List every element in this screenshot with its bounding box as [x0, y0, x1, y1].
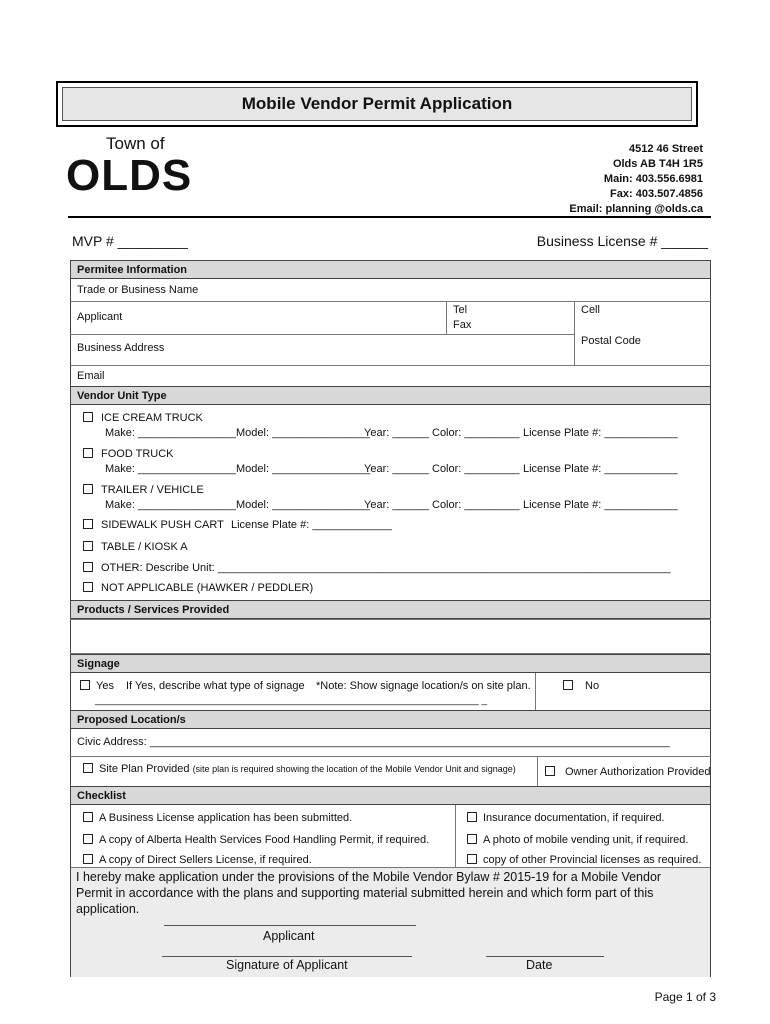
ice-cream-option[interactable]	[83, 412, 203, 424]
checkbox-icon[interactable]	[545, 766, 555, 776]
signage-description-field[interactable]: _____________________________________________________________________ _	[95, 695, 488, 706]
divider	[70, 756, 711, 757]
signage-no-label: No	[585, 680, 600, 692]
business-address-field[interactable]: Business Address	[77, 342, 165, 354]
address-fax: Fax: 403.507.4856	[610, 188, 703, 200]
sidewalk-plate[interactable]: License Plate #: _____________	[231, 519, 392, 531]
divider	[537, 756, 538, 786]
checklist-label: Insurance documentation, if required.	[483, 812, 665, 824]
signage-yes-option[interactable]	[80, 680, 114, 692]
trade-name-field[interactable]: Trade or Business Name	[77, 284, 199, 296]
postal-code-field[interactable]: Postal Code	[581, 335, 641, 347]
ice-cream-make[interactable]: Make: ________________	[105, 427, 236, 439]
ice-cream-color[interactable]: Color: _________	[432, 427, 520, 439]
sidewalk-cart-option[interactable]	[83, 519, 224, 531]
checkbox-icon[interactable]	[83, 484, 93, 494]
food-truck-label: FOOD TRUCK	[101, 448, 174, 460]
trailer-plate[interactable]: License Plate #: ____________	[523, 499, 678, 511]
other-option[interactable]	[83, 562, 670, 574]
site-plan-note: (site plan is required showing the location of the Mobile Vendor Unit and signage)	[192, 764, 516, 774]
owner-authorization-option[interactable]	[545, 766, 711, 778]
not-applicable-option[interactable]	[83, 582, 313, 594]
section-checklist: Checklist	[70, 786, 711, 805]
other-label: OTHER: Describe Unit: __________________________________________________________________________	[101, 562, 671, 574]
food-truck-model[interactable]: Model: ________________	[236, 463, 370, 475]
signage-note: *Note: Show signage location/s on site plan.	[316, 680, 531, 692]
owner-authorization-label: Owner Authorization Provided	[565, 766, 711, 778]
business-license-field[interactable]: Business License # ______	[536, 233, 708, 249]
signature-caption: Signature of Applicant	[226, 958, 348, 972]
checkbox-icon[interactable]	[467, 834, 477, 844]
address-city: Olds AB T4H 1R5	[612, 158, 703, 170]
civic-address-field[interactable]: Civic Address: _____________________________________________________________________________________	[77, 736, 670, 748]
checklist-label: A copy of Alberta Health Services Food Handling Permit, if required.	[99, 834, 430, 846]
products-input[interactable]	[71, 620, 710, 653]
section-vendor-unit: Vendor Unit Type	[70, 386, 711, 405]
address-main-phone: Main: 403.556.6981	[603, 173, 703, 185]
checkbox-icon[interactable]	[83, 582, 93, 592]
checkbox-icon[interactable]	[83, 448, 93, 458]
applicant-caption: Applicant	[263, 929, 315, 943]
cell-field[interactable]: Cell	[581, 304, 600, 316]
section-products: Products / Services Provided	[70, 600, 711, 619]
checklist-label: A Business License application has been submitted.	[99, 812, 353, 824]
mvp-number-field[interactable]: MVP # _________	[72, 233, 188, 249]
divider	[70, 365, 711, 366]
ice-cream-label: ICE CREAM TRUCK	[101, 412, 203, 424]
site-plan-label: Site Plan Provided	[99, 763, 190, 775]
table-kiosk-label: TABLE / KIOSK A	[101, 541, 188, 553]
checkbox-icon[interactable]	[83, 541, 93, 551]
checkbox-icon[interactable]	[467, 812, 477, 822]
checklist-health-permit[interactable]	[83, 834, 429, 846]
checklist-direct-sellers[interactable]	[83, 854, 312, 866]
signage-no-option[interactable]	[563, 680, 599, 692]
divider	[70, 334, 574, 335]
checklist-photo[interactable]	[467, 834, 688, 846]
checklist-label: copy of other Provincial licenses as required.	[483, 854, 702, 866]
trailer-model[interactable]: Model: ________________	[236, 499, 370, 511]
food-truck-year[interactable]: Year: ______	[364, 463, 430, 475]
logo-town-text: Town of	[106, 134, 165, 153]
email-field[interactable]: Email	[77, 370, 105, 382]
table-kiosk-option[interactable]	[83, 541, 188, 553]
checklist-label: A copy of Direct Sellers License, if required.	[99, 854, 312, 866]
food-truck-option[interactable]	[83, 448, 174, 460]
divider	[446, 301, 447, 334]
checklist-provincial[interactable]	[467, 854, 701, 866]
divider	[535, 673, 536, 710]
signage-yes-label: Yes	[96, 680, 114, 692]
declaration-text: I hereby make application under the provisions of the Mobile Vendor Bylaw # 2015-19 for a Mobile Vendor Permit in accordance with the plans and supporting material submitted herein and which form part of this application.	[76, 870, 662, 916]
trailer-make[interactable]: Make: ________________	[105, 499, 236, 511]
fax-field[interactable]: Fax	[453, 319, 472, 331]
signage-description-label: If Yes, describe what type of signage	[126, 680, 305, 692]
contact-address	[569, 142, 703, 217]
trailer-year[interactable]: Year: ______	[364, 499, 430, 511]
checkbox-icon[interactable]	[83, 812, 93, 822]
checkbox-icon[interactable]	[563, 680, 573, 690]
food-truck-make[interactable]: Make: ________________	[105, 463, 236, 475]
divider	[70, 301, 711, 302]
page-number: Page 1 of 3	[654, 990, 716, 1004]
applicant-field[interactable]: Applicant	[77, 311, 123, 323]
address-street: 4512 46 Street	[629, 143, 703, 155]
checkbox-icon[interactable]	[83, 412, 93, 422]
address-email: Email: planning @olds.ca	[569, 203, 703, 215]
checkbox-icon[interactable]	[83, 854, 93, 864]
checkbox-icon[interactable]	[80, 680, 90, 690]
title-box	[56, 81, 698, 127]
sidewalk-label: SIDEWALK PUSH CART	[101, 519, 224, 531]
checklist-business-license[interactable]	[83, 812, 352, 824]
date-caption: Date	[526, 958, 553, 972]
trailer-label: TRAILER / VEHICLE	[101, 484, 204, 496]
not-applicable-label: NOT APPLICABLE (HAWKER / PEDDLER)	[101, 582, 314, 594]
section-permitee: Permitee Information	[70, 260, 711, 279]
checkbox-icon[interactable]	[83, 562, 93, 572]
section-signage: Signage	[70, 654, 711, 673]
divider	[455, 805, 456, 867]
header-divider	[68, 216, 711, 218]
ice-cream-model[interactable]: Model: ________________	[236, 427, 370, 439]
checklist-insurance[interactable]	[467, 812, 665, 824]
applicant-name-line[interactable]	[164, 925, 416, 926]
ice-cream-year[interactable]: Year: ______	[364, 427, 430, 439]
checkbox-icon[interactable]	[83, 834, 93, 844]
date-line[interactable]	[486, 956, 604, 957]
site-plan-option[interactable]	[83, 763, 516, 775]
checkbox-icon[interactable]	[83, 519, 93, 529]
page-title: Mobile Vendor Permit Application	[62, 87, 692, 121]
tel-field[interactable]: Tel	[453, 304, 468, 316]
trailer-option[interactable]	[83, 484, 204, 496]
divider	[574, 301, 575, 365]
checkbox-icon[interactable]	[467, 854, 477, 864]
checklist-label: A photo of mobile vending unit, if required.	[483, 834, 689, 846]
logo: OLDS	[66, 151, 193, 200]
food-truck-color[interactable]: Color: _________	[432, 463, 520, 475]
section-locations: Proposed Location/s	[70, 710, 711, 729]
checkbox-icon[interactable]	[83, 763, 93, 773]
ice-cream-plate[interactable]: License Plate #: ____________	[523, 427, 678, 439]
trailer-color[interactable]: Color: _________	[432, 499, 520, 511]
signature-line[interactable]	[162, 956, 412, 957]
food-truck-plate[interactable]: License Plate #: ____________	[523, 463, 678, 475]
